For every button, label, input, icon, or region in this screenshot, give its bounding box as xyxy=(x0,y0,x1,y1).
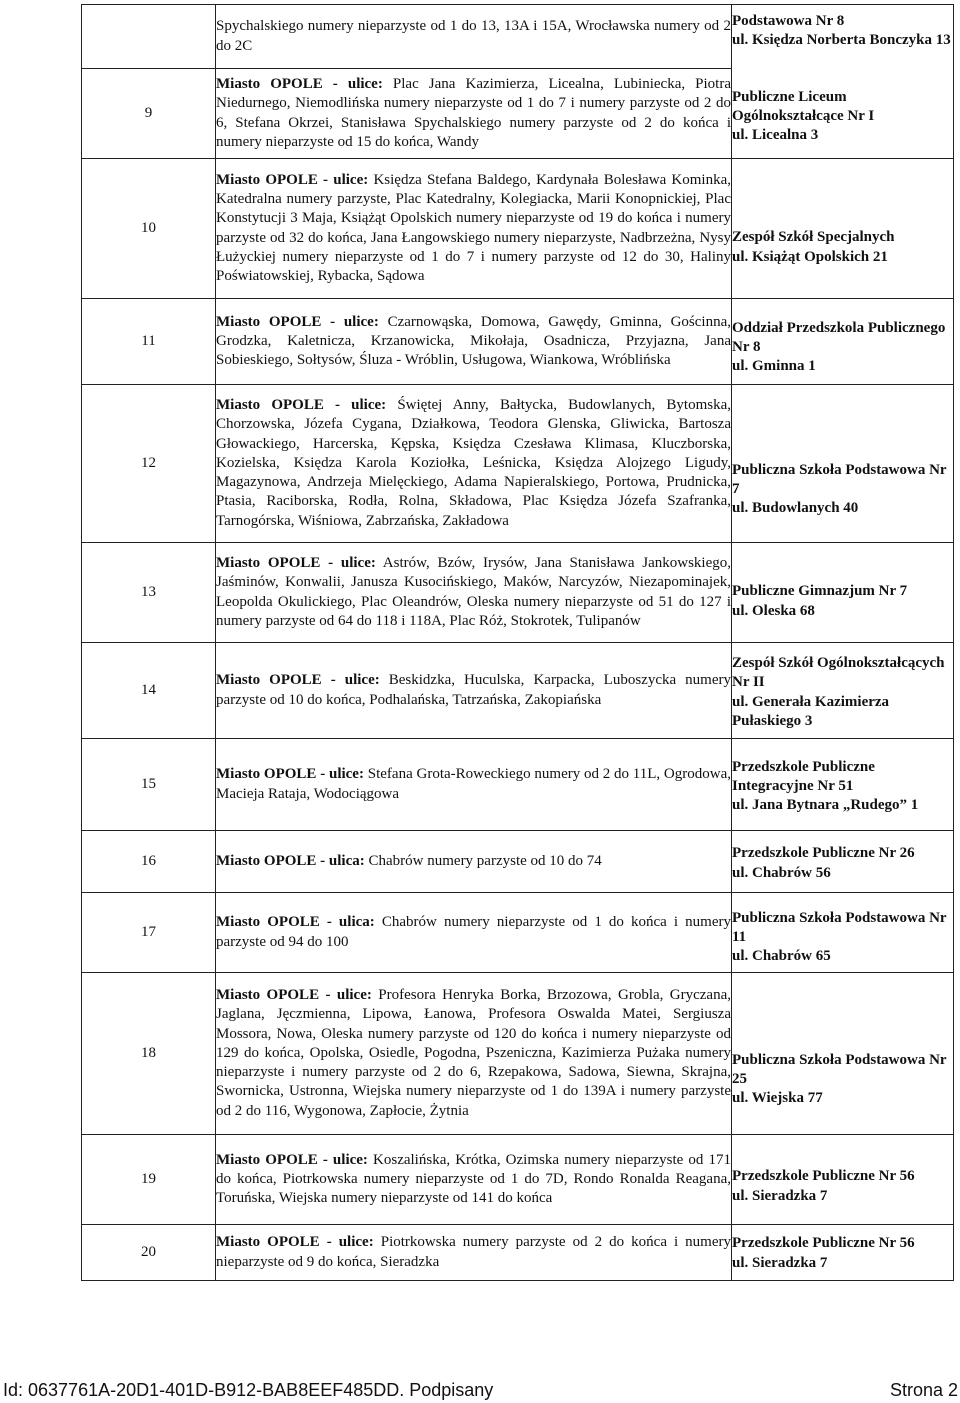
city-label: Miasto OPOLE - ulice: xyxy=(216,554,376,571)
school-name: Podstawowa Nr 8 ul. Księdza Norberta Bonczyka 13 xyxy=(732,12,951,48)
city-label: Miasto OPOLE - ulica: xyxy=(216,852,365,869)
school-name: Przedszkole Publiczne Nr 26 ul. Chabrów 56 xyxy=(732,845,915,881)
district-number: 19 xyxy=(82,1135,216,1225)
district-number: 16 xyxy=(82,831,216,893)
streets-text: Księdza Stefana Baldego, Kardynała Bolesława Kominka, Katedralna numery parzyste, Plac Katedralny, Kolegiacka, Marii Konopnickiej, Plac Konstytucji 3 Maja, Książąt Opolskich numery nieparzyste od 19 do końca i numery parzyste od 32 do końca, Jana Łangowskiego numery nieparzyste, Nadbrzeżna, Nysy Łużyckiej numery nieparzyste od 1 do 7 i numery parzyste od 12 do 30, Haliny Poświatowskiej, Rybacka, Sądowa xyxy=(216,171,731,285)
school-cell xyxy=(732,543,954,643)
streets-text: Plac Jana Kazimierza, Licealna, Lubiniecka, Piotra Niedurnego, Niemodlińska numery nieparzyste od 1 do 7 i numery parzyste od 2 do 6, Stefana Okrzei, Stanisława Spychalskiego numery parzyste od 2 do końca i numery nieparzyste od 15 do końca, Wandy xyxy=(216,75,731,150)
streets-text: Profesora Henryka Borka, Brzozowa, Grobla, Gryczana, Jaglana, Jęczmienna, Lipowa, Łanowa, Profesora Oswalda Matei, Sergiusza Mossora, Nowa, Oleska numery parzyste od 120 do końca i numery nieparzyste od 129 do końca, Opolska, Osiedle, Pogodna, Pszeniczna, Kazimierza Pużaka numery nieparzyste i numery parzyste od 2 do 6, Rzepakowa, Sadowa, Siewna, Skrajna, Swornicka, Ustronna, Wiejska numery nieparzyste od 1 do 139A i numery parzyste od 2 do 116, Wygonowa, Zapłocie, Żytnia xyxy=(216,986,732,1119)
school-name: Publiczna Szkoła Podstawowa Nr 25 ul. Wiejska 77 xyxy=(732,1051,947,1107)
table-row xyxy=(82,299,954,385)
table-row xyxy=(82,893,954,973)
table-row xyxy=(82,831,954,893)
city-label: Miasto OPOLE - ulice: xyxy=(216,313,379,330)
street-list xyxy=(216,1225,732,1281)
school-cell xyxy=(732,159,954,299)
streets-text: Beskidzka, Huculska, Karpacka, Luboszycka numery parzyste od 10 do końca, Podhalańska, Tatrzańska, Zakopiańska xyxy=(216,672,732,708)
streets-text: Świętej Anny, Bałtycka, Budowlanych, Bytomska, Chorzowska, Józefa Cygana, Działkowa, Teodora Glenska, Gliwicka, Bartosza Głowackiego, Harcerska, Kępska, Księdza Czesława Klimasa, Kluczborska, Kozielska, Księdza Karola Koziołka, Leśnicka, Księdza Alojzego Ligudy, Magazynowa, Andrzeja Mielęckiego, Adama Napieralskiego, Portowa, Prudnicka, Ptasia, Raciborska, Rodła, Rolna, Składowa, Plac Księdza Józefa Szafranka, Tarnogórska, Wiśniowa, Zabrzańska, Zakładowa xyxy=(216,396,731,529)
school-name: Oddział Przedszkola Publicznego Nr 8 ul. Gminna 1 xyxy=(732,319,946,375)
district-number: 20 xyxy=(82,1225,216,1281)
city-label: Miasto OPOLE - ulice: xyxy=(216,75,383,92)
streets-text: Piotrkowska numery parzyste od 2 do końca i numery nieparzyste od 9 do końca, Sieradzka xyxy=(216,1234,732,1270)
school-cell xyxy=(732,5,954,159)
street-list xyxy=(216,5,732,69)
school-cell xyxy=(732,973,954,1135)
streets-text: Koszalińska, Krótka, Ozimska numery nieparzyste od 171 do końca, Piotrkowska numery nieparzyste od 1 do 7D, Rondo Ronalda Reagana, Toruńska, Wiejska numery nieparzyste od 141 do końca xyxy=(216,1151,731,1207)
table-row xyxy=(82,543,954,643)
school-name: Przedszkole Publiczne Nr 56 ul. Sieradzka 7 xyxy=(732,1235,915,1271)
city-label: Miasto OPOLE - ulice: xyxy=(216,766,364,783)
table-row xyxy=(82,973,954,1135)
street-list xyxy=(216,299,732,385)
city-label: Miasto OPOLE - ulice: xyxy=(216,1234,374,1251)
table-row xyxy=(82,385,954,543)
school-name: Przedszkole Publiczne Integracyjne Nr 51 ul. Jana Bytnara „Rudego” 1 xyxy=(732,758,919,814)
table-row xyxy=(82,1225,954,1281)
table-row xyxy=(82,5,954,69)
school-name: Publiczne Gimnazjum Nr 7 ul. Oleska 68 xyxy=(732,583,908,619)
table-row xyxy=(82,159,954,299)
document-id: Id: 0637761A-20D1-401D-B912-BAB8EEF485DD. Podpisany xyxy=(3,1380,494,1400)
streets-text: Czarnowąska, Domowa, Gawędy, Gminna, Gościnna, Grodzka, Kaletnicza, Krzanowicka, Mikołaja, Osadnicza, Przyjazna, Jana Sobieskiego, Sołtysów, Śluza - Wróblin, Usługowa, Wiankowa, Wróblińska xyxy=(216,313,731,369)
school-name: Publiczna Szkoła Podstawowa Nr 7 ul. Budowlanych 40 xyxy=(732,461,947,517)
district-number: 13 xyxy=(82,543,216,643)
street-list xyxy=(216,69,732,159)
school-cell xyxy=(732,1135,954,1225)
school-name: Zespół Szkół Ogólnokształcących Nr II ul. Generała Kazimierza Pułaskiego 3 xyxy=(732,654,945,729)
streets-text: Astrów, Bzów, Irysów, Jana Stanisława Jankowskiego, Jaśminów, Konwalii, Janusza Kusocińskiego, Maków, Narcyzów, Niezapominajek, Leopolda Okulickiego, Plac Oleandrów, Oleska numery nieparzyste od 51 do 127 i numery parzyste od 64 do 118 i 118A, Plac Róż, Stokrotek, Tulipanów xyxy=(216,554,731,629)
district-number: 17 xyxy=(82,893,216,973)
city-label: Miasto OPOLE - ulice: xyxy=(216,171,369,188)
street-list xyxy=(216,643,732,739)
city-label: Miasto OPOLE - ulice: xyxy=(216,672,380,689)
city-label: Miasto OPOLE - ulica: xyxy=(216,914,375,931)
district-number: 11 xyxy=(82,299,216,385)
school-cell xyxy=(732,643,954,739)
school-cell xyxy=(732,1225,954,1281)
street-list xyxy=(216,893,732,973)
streets-text: Spychalskiego numery nieparzyste od 1 do 13, 13A i 15A, Wrocławska numery od 2 do 2C xyxy=(216,18,731,54)
street-list xyxy=(216,385,732,543)
street-list xyxy=(216,739,732,831)
streets-text: Chabrów numery nieparzyste od 1 do końca i numery parzyste od 94 do 100 xyxy=(216,914,731,950)
streets-text: Stefana Grota-Roweckiego numery od 2 do 11L, Ogrodowa, Macieja Rataja, Wodociągowa xyxy=(216,766,731,802)
streets-text: Chabrów numery parzyste od 10 do 74 xyxy=(368,852,602,869)
city-label: Miasto OPOLE - ulice: xyxy=(216,1151,368,1168)
table-row xyxy=(82,739,954,831)
street-list xyxy=(216,159,732,299)
district-number xyxy=(82,5,216,69)
school-name: Publiczne Liceum Ogólnokształcące Nr I ul. Licealna 3 xyxy=(732,88,875,144)
street-list xyxy=(216,831,732,893)
city-label: Miasto OPOLE - ulice: xyxy=(216,986,372,1003)
school-name: Przedszkole Publiczne Nr 56 ul. Sieradzka 7 xyxy=(732,1168,915,1204)
table-row xyxy=(82,1135,954,1225)
district-number: 12 xyxy=(82,385,216,543)
district-number: 15 xyxy=(82,739,216,831)
city-label: Miasto OPOLE - ulice: xyxy=(216,396,387,413)
district-number: 18 xyxy=(82,973,216,1135)
school-cell xyxy=(732,299,954,385)
district-number: 10 xyxy=(82,159,216,299)
school-cell xyxy=(732,831,954,893)
school-name: Publiczna Szkoła Podstawowa Nr 11 ul. Chabrów 65 xyxy=(732,909,947,965)
table-row xyxy=(82,643,954,739)
school-cell xyxy=(732,385,954,543)
street-list xyxy=(216,973,732,1135)
school-name: Zespół Szkół Specjalnych ul. Książąt Opolskich 21 xyxy=(732,229,895,265)
district-number: 14 xyxy=(82,643,216,739)
district-number: 9 xyxy=(82,69,216,159)
street-list xyxy=(216,543,732,643)
school-cell xyxy=(732,893,954,973)
page-number: Strona 2 xyxy=(889,1380,958,1400)
school-cell xyxy=(732,739,954,831)
districts-table xyxy=(81,4,954,1281)
street-list xyxy=(216,1135,732,1225)
